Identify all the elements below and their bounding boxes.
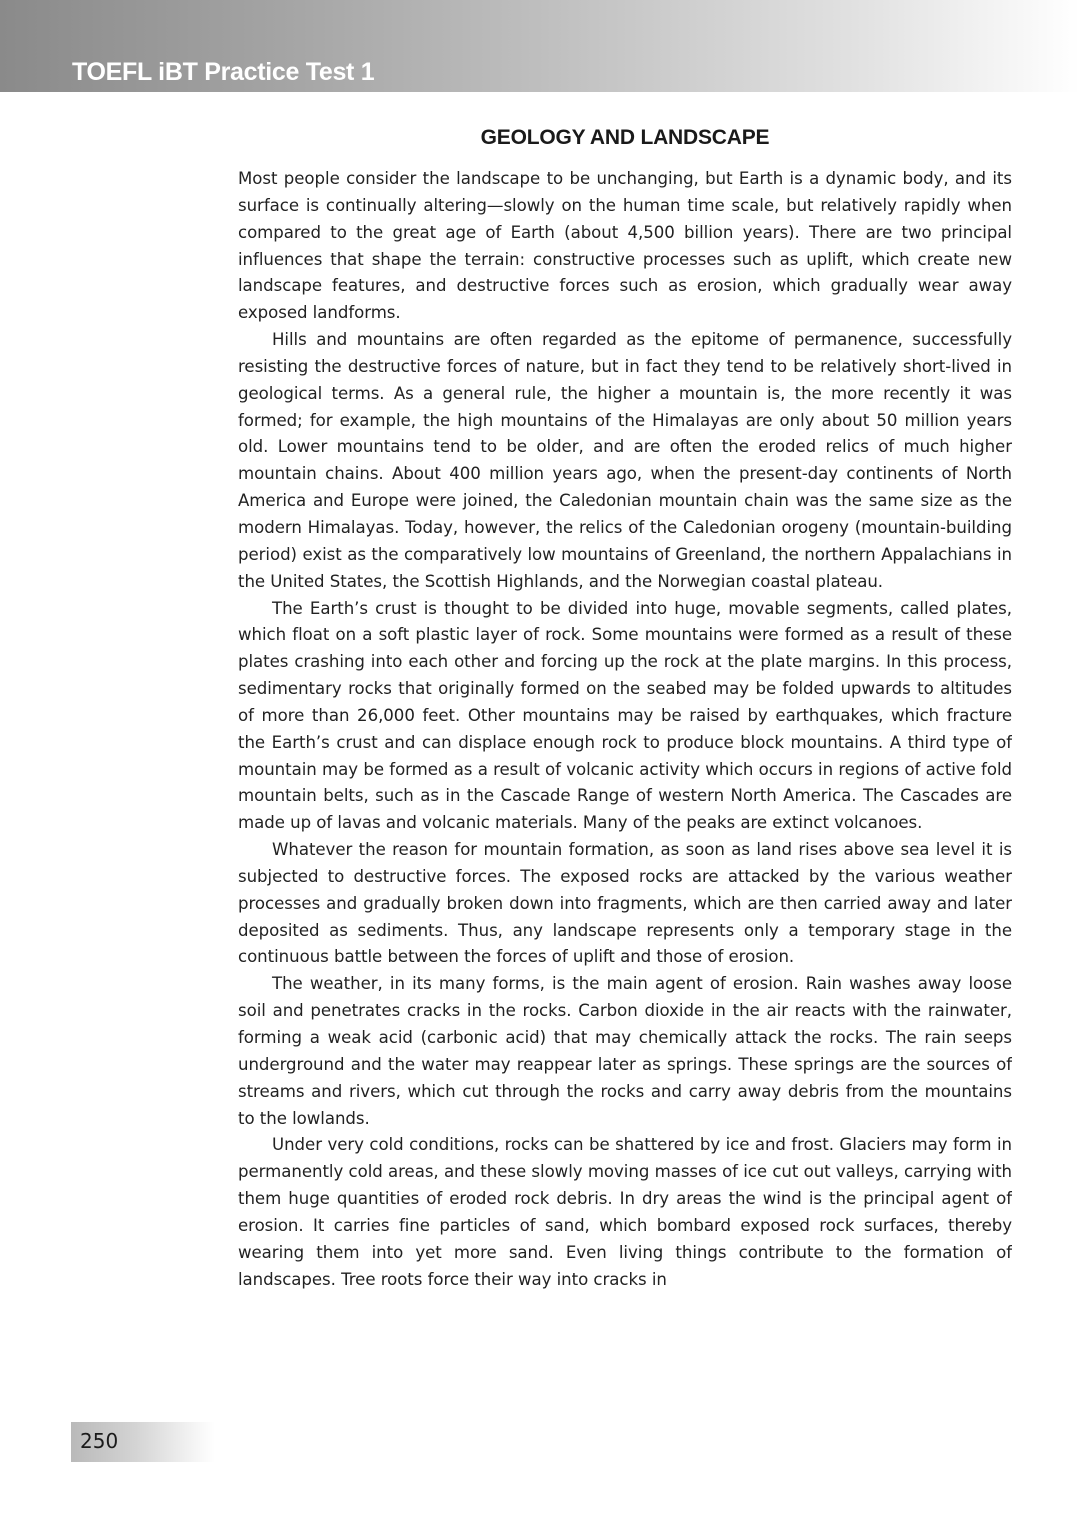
article-title: GEOLOGY AND LANDSCAPE [480,126,770,149]
running-header-title: TOEFL iBT Practice Test 1 [72,58,375,86]
paragraph-5: The weather, in its many forms, is the main agent of erosion. Rain washes away loose soil and penetrates cracks in the rocks. Carbon dioxide in the air reacts with the rainwater, forming a weak acid (carbonic acid) that may chemically attack the rocks. The rain seeps underground and the water may reappear later as springs. These springs are the sources of streams and rivers, which cut through the rocks and carry away debris from the mountains to the lowlands. [238,974,1012,1128]
paragraph-6: Under very cold conditions, rocks can be shattered by ice and frost. Glaciers may form in permanently cold areas, and these slowly moving masses of ice cut out valleys, carrying with them huge quantities of eroded rock debris. In dry areas the wind is the principal agent of erosion. It carries fine particles of sand, which bombard exposed rock surfaces, thereby wearing them into yet more sand. Even living things contribute to the formation of landscapes. Tree roots force their way into cracks in [238,1135,1012,1289]
page-number: 250 [80,1429,119,1453]
paragraph-4: Whatever the reason for mountain formation, as soon as land rises above sea level it is subjected to destructive forces. The exposed rocks are attacked by the various weather processes and gradually broken down into fragments, which are then carried away and later deposited as sediments. Thus, any landscape represents only a temporary stage in the continuous battle between the forces of uplift and those of erosion. [238,840,1012,967]
article-body [238,166,1012,1384]
paragraph-2: Hills and mountains are often regarded as the epitome of permanence, successfully resisting the destructive forces of nature, but in fact they tend to be relatively short-lived in geological terms. As a general rule, the higher a mountain is, the more recently it was formed; for example, the high mountains of the Himalayas are only about 50 million years old. Lower mountains tend to be older, and are often the eroded relics of much higher mountain chains. About 400 million years ago, when the present-day continents of North America and Europe were joined, the Caledonian mountain chain was the same size as the modern Himalayas. Today, however, the relics of the Caledonian orogeny (mountain-building period) exist as the comparatively low mountains of Greenland, the northern Appalachians in the United States, the Scottish Highlands, and the Norwegian coastal plateau. [238,330,1012,591]
paragraph-3: The Earth’s crust is thought to be divided into huge, movable segments, called plates, which float on a soft plastic layer of rock. Some mountains were formed as a result of these plates crashing into each other and forcing up the rock at the plate margins. In this process, sedimentary rocks that originally formed on the seabed may be folded upwards to altitudes of more than 26,000 feet. Other mountains may be raised by earthquakes, which fracture the Earth’s crust and can displace enough rock to produce block mountains. A third type of mountain may be formed as a result of volcanic activity which occurs in regions of active fold mountain belts, such as in the Cascade Range of western North America. The Cascades are made up of lavas and volcanic materials. Many of the peaks are extinct volcanoes. [238,598,1012,833]
paragraph-1: Most people consider the landscape to be unchanging, but Earth is a dynamic body, and its surface is continually altering—slowly on the human time scale, but relatively rapidly when compared to the great age of Earth (about 4,500 billion years). There are two principal influences that shape the terrain: constructive processes such as uplift, which create new landscape features, and destructive forces such as erosion, which gradually wear away exposed landforms. [238,169,1012,323]
